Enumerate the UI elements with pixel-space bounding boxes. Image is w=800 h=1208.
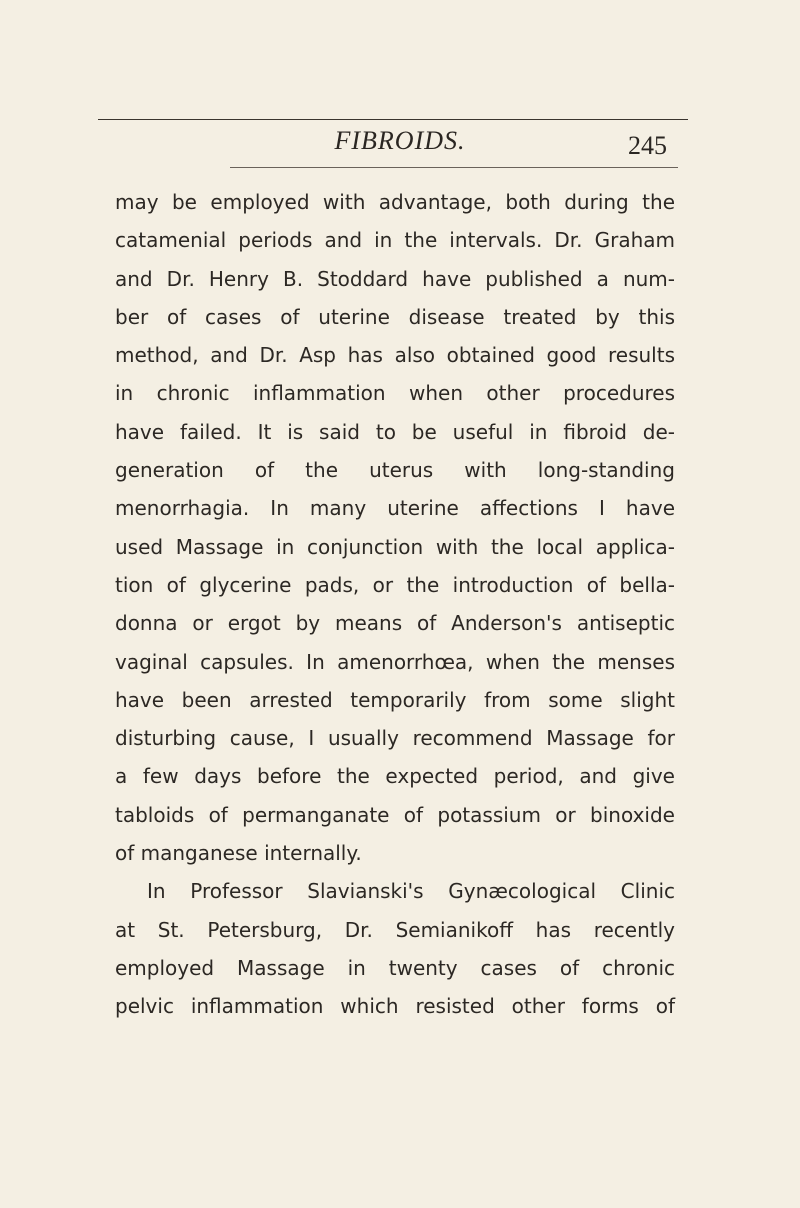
text-line: employed Massage in twenty cases of chronic: [115, 955, 675, 980]
text-line-paragraph-start: In Professor Slavianski's Gynæcological Clinic: [147, 879, 675, 904]
text-line: a few days before the expected period, and give: [115, 764, 675, 789]
running-header-title: FIBROIDS.: [334, 126, 466, 155]
header-rule-bottom: [230, 167, 678, 168]
text-line: have been arrested temporarily from some slight: [115, 687, 675, 712]
header-rule-top: [98, 119, 688, 120]
text-line: used Massage in conjunction with the local applica-: [115, 534, 675, 559]
text-line: tabloids of permanganate of potassium or binoxide: [115, 802, 675, 827]
text-line: may be employed with advantage, both during the: [115, 190, 675, 214]
text-line: generation of the uterus with long-standing: [115, 458, 675, 483]
page-number: 245: [628, 131, 667, 160]
text-line: pelvic inflammation which resisted other forms of: [115, 994, 675, 1019]
text-line: tion of glycerine pads, or the introduction of bella-: [115, 572, 675, 597]
text-line: at St. Petersburg, Dr. Semianikoff has recently: [115, 917, 675, 942]
text-line: in chronic inflammation when other procedures: [115, 381, 675, 406]
text-line: and Dr. Henry B. Stoddard have published a num-: [115, 266, 675, 291]
text-line: method, and Dr. Asp has also obtained good results: [115, 343, 675, 368]
text-line: donna or ergot by means of Anderson's antiseptic: [115, 611, 675, 636]
text-line: have failed. It is said to be useful in fibroid de-: [115, 419, 675, 444]
body-text: [115, 183, 675, 1026]
text-line: ber of cases of uterine disease treated by this: [115, 304, 675, 329]
text-line: catamenial periods and in the intervals. Dr. Graham: [115, 228, 675, 253]
text-line: disturbing cause, I usually recommend Massage for: [115, 726, 675, 751]
text-line: menorrhagia. In many uterine affections I have: [115, 496, 675, 521]
text-line-paragraph-end: of manganese internally.: [115, 841, 362, 866]
text-line: vaginal capsules. In amenorrhœa, when the menses: [115, 649, 675, 674]
